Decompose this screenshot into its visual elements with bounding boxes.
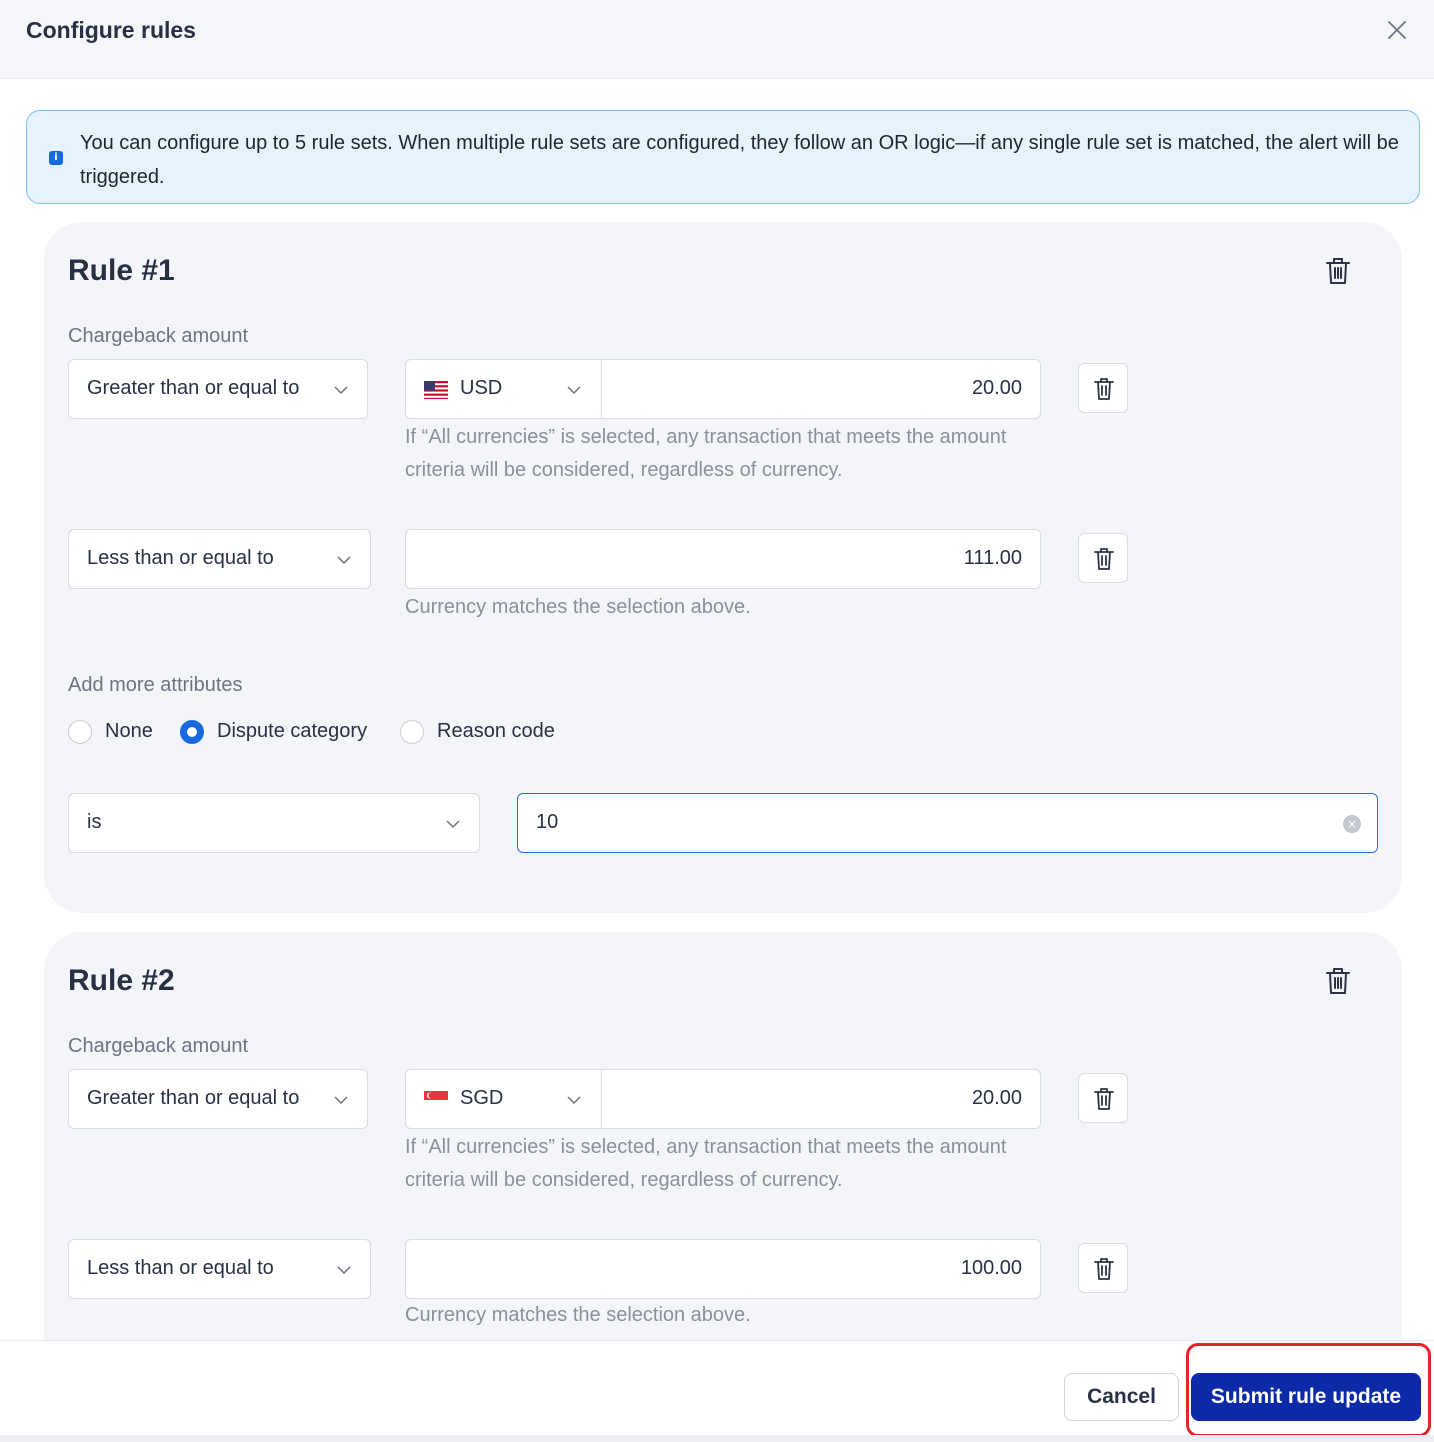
attribute-operator-value: is <box>87 811 102 833</box>
currency-value: SGD <box>460 1087 504 1109</box>
min-operator-value: Greater than or equal to <box>87 377 300 399</box>
max-hint: Currency matches the selection above. <box>405 1304 751 1326</box>
chevron-down-icon <box>336 1262 352 1278</box>
delete-condition-button[interactable] <box>1078 1073 1128 1123</box>
currency-select[interactable] <box>406 360 602 418</box>
attribute-value: 10 <box>536 811 559 833</box>
add-attributes-label: Add more attributes <box>68 674 243 696</box>
chevron-down-icon <box>333 1092 349 1108</box>
min-operator-select[interactable] <box>68 1069 368 1129</box>
close-icon[interactable] <box>1383 16 1411 44</box>
modal-title: Configure rules <box>26 17 196 43</box>
max-operator-select[interactable] <box>68 529 371 589</box>
trash-icon <box>1093 547 1115 571</box>
attribute-value-input[interactable] <box>517 793 1378 853</box>
chevron-down-icon <box>566 382 582 398</box>
attribute-operator-select[interactable] <box>68 793 480 853</box>
delete-condition-button[interactable] <box>1078 363 1128 413</box>
radio-dispute-category-dot <box>180 720 204 744</box>
chargeback-amount-label: Chargeback amount <box>68 325 249 347</box>
currency-hint: If “All currencies” is selected, any transaction that meets the amount criteria will be considered, regardless of currency. <box>405 426 1007 481</box>
sg-flag-icon <box>424 1088 448 1112</box>
radio-none-label: None <box>105 720 153 742</box>
radio-dispute-category-label: Dispute category <box>217 720 368 742</box>
chevron-down-icon <box>333 382 349 398</box>
max-operator-select[interactable] <box>68 1239 371 1299</box>
cancel-button[interactable]: Cancel <box>1064 1373 1179 1421</box>
max-amount-value: 111.00 <box>963 547 1022 569</box>
trash-icon <box>1093 377 1115 401</box>
info-banner <box>26 110 1420 204</box>
min-operator-value: Greater than or equal to <box>87 1087 300 1109</box>
rule-title: Rule #1 <box>68 254 175 287</box>
currency-hint: If “All currencies” is selected, any transaction that meets the amount criteria will be considered, regardless of currency. <box>405 1136 1007 1191</box>
chevron-down-icon <box>336 552 352 568</box>
rule-card-1 <box>44 222 1402 913</box>
highlight-outline <box>1186 1343 1431 1437</box>
delete-condition-button[interactable] <box>1078 1243 1128 1293</box>
bottom-strip <box>0 1435 1434 1442</box>
max-amount-input[interactable] <box>405 1239 1041 1299</box>
rule-title: Rule #2 <box>68 964 175 997</box>
trash-icon[interactable] <box>1324 256 1352 286</box>
max-amount-input[interactable] <box>405 529 1041 589</box>
trash-icon <box>1093 1257 1115 1281</box>
trash-icon[interactable] <box>1324 966 1352 996</box>
currency-select[interactable] <box>406 1070 602 1128</box>
delete-condition-button[interactable] <box>1078 533 1128 583</box>
radio-reason-code-label: Reason code <box>437 720 555 742</box>
max-operator-value: Less than or equal to <box>87 547 274 569</box>
info-text: You can configure up to 5 rule sets. When multiple rule sets are configured, they follow an OR logic—if any single rule set is matched, the alert will be triggered. <box>80 132 1399 188</box>
radio-reason-code-dot <box>400 720 424 744</box>
max-hint: Currency matches the selection above. <box>405 596 751 618</box>
modal-header <box>0 0 1434 79</box>
chargeback-amount-label: Chargeback amount <box>68 1035 249 1057</box>
us-flag-icon <box>424 378 448 402</box>
max-amount-value: 100.00 <box>960 1257 1022 1279</box>
submit-rule-update-button[interactable]: Submit rule update <box>1191 1373 1421 1421</box>
modal-footer <box>0 1340 1434 1442</box>
trash-icon <box>1093 1087 1115 1111</box>
chevron-down-icon <box>566 1092 582 1108</box>
min-amount-group <box>405 359 1041 419</box>
chevron-down-icon <box>445 816 461 832</box>
min-amount-group <box>405 1069 1041 1129</box>
radio-none-dot <box>68 720 92 744</box>
min-amount-input[interactable]: 20.00 <box>971 377 1022 399</box>
info-icon: i <box>49 151 63 165</box>
min-operator-select[interactable] <box>68 359 368 419</box>
min-amount-input[interactable]: 20.00 <box>971 1087 1022 1109</box>
max-operator-value: Less than or equal to <box>87 1257 274 1279</box>
currency-value: USD <box>460 377 503 399</box>
clear-icon[interactable]: × <box>1343 815 1361 833</box>
